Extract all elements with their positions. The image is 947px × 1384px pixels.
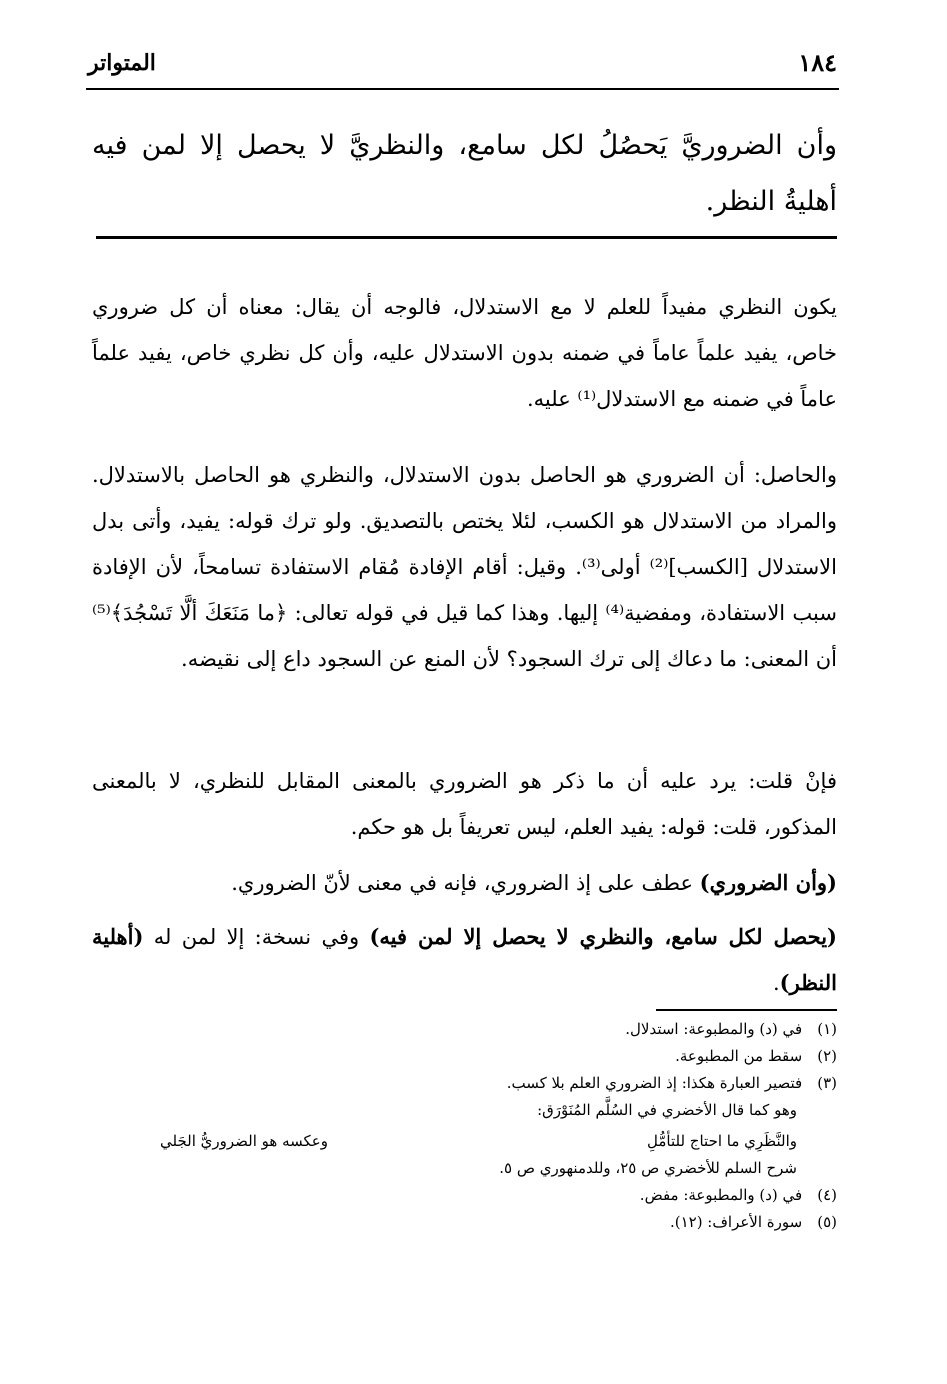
commentary-paragraph-1 [92,284,837,422]
quoted-matn: (يحصل لكل سامع، والنظري لا يحصل إلا لمن فيه) [369,924,837,949]
matn-paragraph: وأن الضروريَّ يَحصُلُ لكل سامع، والنظريَّ لا يحصل إلا لمن فيه أهليةُ النظر. [92,130,837,217]
matn-separator [96,236,837,239]
paragraph-text [92,914,837,1006]
commentary-paragraph-2 [92,452,837,682]
paragraph-text: والحاصل: أن الضروري هو الحاصل بدون الاستدلال، والنظري هو الحاصل بالاستدلال. والمراد من الاستدلال هو الكسب، لئلا يختص بالتصديق. ولو ترك قوله: يفيد، وأتى بدل الاستدلال [الكسب]⁽²⁾ أولى⁽³⁾. وقيل: أقام الإفادة مُقام الاستفادة تسامحاً، لأن الإفادة سبب الاستفادة، ومفضية⁽⁴⁾ إليها. وهذا كما قيل في قوله تعالى: ﴿ما مَنَعَكَ ألَّا تَسْجُدَ﴾⁽⁵⁾ أن المعنى: ما دعاك إلى ترك السجود؟ لأن المنع عن السجود داع إلى نقيضه. [92,463,837,671]
footnote-text: فتصير العبارة هكذا: إذ الضروري العلم بلا كسب. [506,1074,803,1092]
footnote-number: (٥) [817,1213,837,1231]
paragraph-text: فإنْ قلت: يرد عليه أن ما ذكر هو الضروري بالمعنى المقابل للنظري، لا بالمعنى المذكور، قلت: قوله: يفيد العلم، ليس تعريفاً بل هو حكم. [92,769,837,839]
paragraph-body: . [772,971,780,995]
footnote-3-line: وهو كما قال الأخضري في السُلَّم المُنَوْرَق: [537,1101,797,1119]
commentary-paragraph-4 [92,860,837,906]
footnote-text: سورة الأعراف: (١٢). [669,1213,803,1231]
footnote-number: (٣) [817,1074,837,1092]
footnotes [150,1016,837,1236]
page-number: ١٨٤ [798,48,837,77]
page-header [88,40,837,90]
paragraph-text: يكون النظري مفيداً للعلم لا مع الاستدلال، فالوجه أن يقال: معناه أن كل ضروري خاص، يفيد علماً عاماً في ضمنه بدون الاستدلال عليه، وأن كل نظري خاص، يفيد علماً عاماً في ضمنه مع الاستدلال⁽¹⁾ عليه. [92,295,837,411]
verse-second-hemistich: وعكسه هو الضروريُّ الجَلي [160,1132,329,1150]
footnote-3-source: شرح السلم للأخضري ص ٢٥، وللدمنهوري ص ٥. [499,1159,797,1177]
footnote-3 [150,1070,837,1097]
poetry-verse [150,1128,837,1155]
verse-first-hemistich: والنَّظَرِي ما احتاج للتأمُّلِ [647,1132,797,1150]
footnote-text: في (د) والمطبوعة: استدلال. [625,1020,803,1038]
footnote-number: (٢) [817,1047,837,1065]
paragraph-body: وفي نسخة: إلا لمن له [143,925,370,949]
footnote-4 [150,1182,837,1209]
matn-text [92,118,837,230]
footnote-2 [150,1043,837,1070]
footnote-number: (١) [817,1020,837,1038]
paragraph-text [92,860,837,906]
running-title: المتواتر [88,50,156,76]
paragraph-body: عطف على إذ الضروري، فإنه في معنى لأنّ الضروري. [231,871,700,895]
footnote-text: سقط من المطبوعة. [675,1047,803,1065]
quoted-matn: (أهلية النظر) [92,924,837,995]
footnote-text: في (د) والمطبوعة: مفض. [639,1186,803,1204]
commentary-paragraph-3 [92,758,837,850]
quoted-matn: (وأن الضروري) [699,870,837,895]
footnote-number: (٤) [817,1186,837,1204]
footnote-rule [656,1009,837,1011]
header-rule [86,88,839,90]
footnote-5 [150,1209,837,1236]
commentary-paragraph-5 [92,914,837,1006]
footnote-1 [150,1016,837,1043]
